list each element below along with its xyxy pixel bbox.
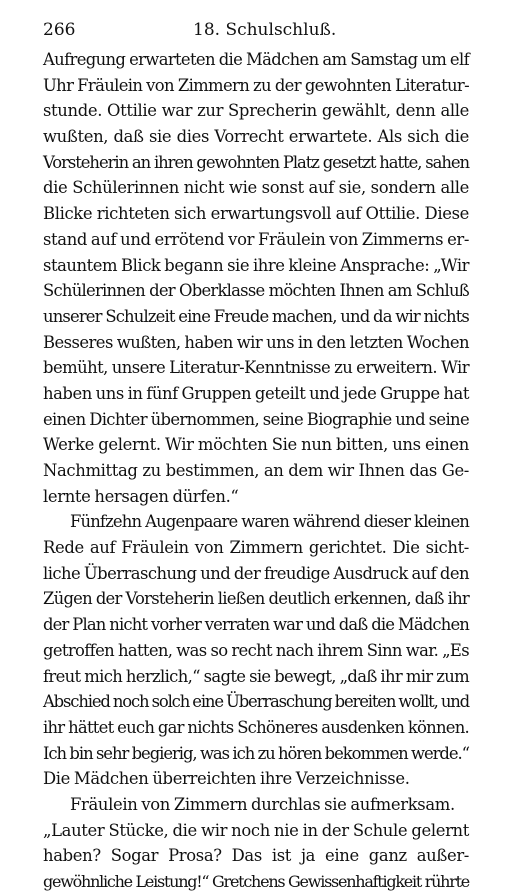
text-line: haben? Sogar Prosa? Das ist ja eine ganz außer-	[43, 846, 469, 866]
text-line: stauntem Blick begann sie ihre kleine Ansprache: „Wir	[43, 255, 469, 275]
text-line: Besseres wußten, haben wir uns in den letzten Wochen	[43, 332, 469, 352]
text-line: „Lauter Stücke, die wir noch nie in der Schule gelernt	[43, 820, 469, 840]
text-line: freut mich herzlich,“ sagte sie bewegt, „daß ihr mir zum	[43, 666, 469, 686]
text-line: Uhr Fräulein von Zimmern zu der gewohnten Literatur-	[43, 75, 469, 95]
text-line: gewöhnliche Leistung!“ Gretchens Gewissenhaftigkeit rührte	[43, 872, 469, 891]
text-line: die Schülerinnen nicht wie sonst auf sie, sondern alle	[43, 178, 469, 198]
body-text	[43, 47, 469, 895]
text-line: einen Dichter übernommen, seine Biographie und seine	[43, 409, 469, 429]
text-line: Zügen der Vorsteherin ließen deutlich erkennen, daß ihr	[43, 589, 469, 609]
text-line: Nachmittag zu bestimmen, an dem wir Ihnen das Ge-	[43, 461, 469, 480]
text-line: wußten, daß sie dies Vorrecht erwartete. Als sich die	[43, 127, 469, 147]
text-line: stand auf und errötend vor Fräulein von Zimmerns er-	[43, 229, 470, 249]
text-line: Vorsteherin an ihren gewohnten Platz gesetzt hatte, sahen	[43, 152, 469, 172]
text-line: getroffen hatten, was so recht nach ihrem Sinn war. „Es	[43, 640, 469, 660]
text-line: Aufregung erwarteten die Mädchen am Samstag um elf	[43, 50, 469, 69]
text-line: Die Mädchen überreichten ihre Verzeichnisse.	[43, 769, 410, 789]
text-line: Werke gelernt. Wir möchten Sie nun bitten, uns einen	[43, 435, 469, 455]
page-header	[43, 20, 469, 42]
text-line: ihr hättet euch gar nichts Schöneres ausdenken können.	[43, 717, 469, 737]
text-line: liche Überraschung und der freudige Ausdruck auf den	[43, 563, 469, 583]
text-line: stunde. Ottilie war zur Sprecherin gewählt, denn alle	[43, 101, 469, 121]
text-line: unserer Schulzeit eine Freude machen, und da wir nichts	[43, 306, 469, 326]
text-line: Blicke richteten sich erwartungsvoll auf Ottilie. Diese	[43, 204, 469, 224]
text-line: haben uns in fünf Gruppen geteilt und jede Gruppe hat	[43, 383, 469, 403]
text-line: Abschied noch solch eine Überraschung bereiten wollt, und	[43, 692, 469, 712]
text-line: der Plan nicht vorher verraten war und daß die Mädchen	[43, 615, 469, 635]
text-line: bemüht, unsere Literatur-Kenntnisse zu erweitern. Wir	[43, 358, 469, 378]
text-line: lernte hersagen dürfen.“	[43, 486, 239, 506]
text-line: Rede auf Fräulein von Zimmern gerichtet. Die sicht-	[43, 538, 469, 558]
page-number: 266	[43, 20, 76, 40]
text-line: Fräulein von Zimmern durchlas sie aufmerksam.	[70, 794, 455, 814]
text-line: Schülerinnen der Oberklasse möchten Ihnen am Schluß	[43, 281, 469, 301]
text-line: Ich bin sehr begierig, was ich zu hören bekommen werde.“	[43, 743, 469, 763]
running-head: 18. Schulschluß.	[193, 20, 337, 40]
text-line: Fünfzehn Augenpaare waren während dieser kleinen	[70, 512, 469, 532]
